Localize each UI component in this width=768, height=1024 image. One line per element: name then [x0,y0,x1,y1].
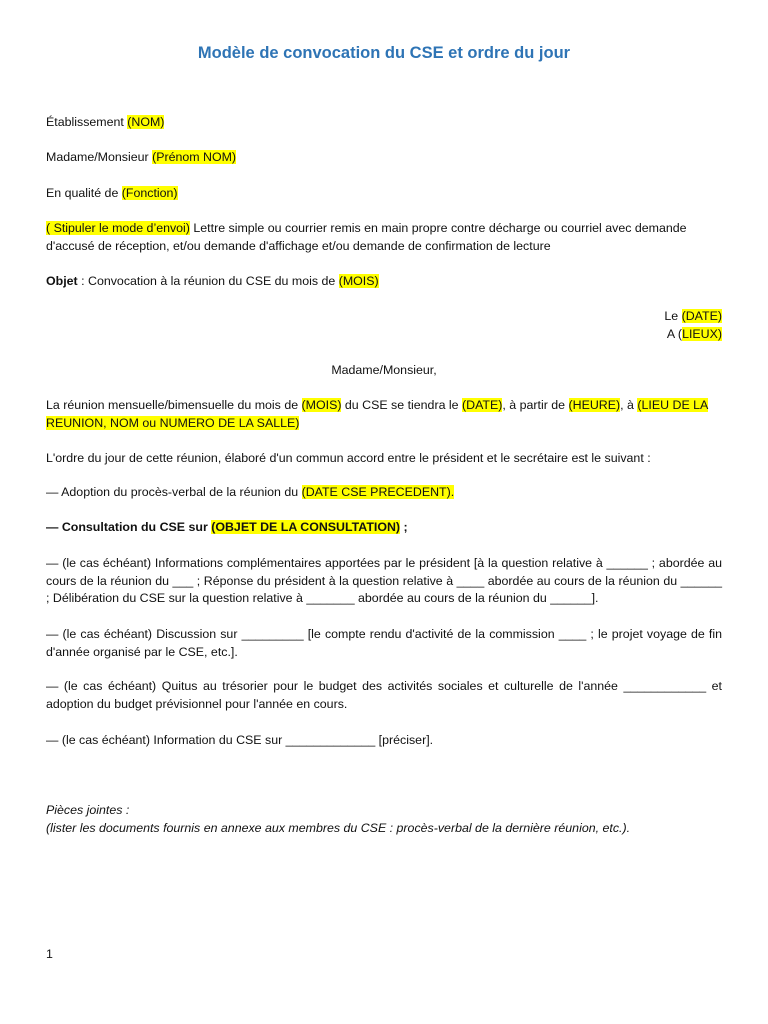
objet-line [46,273,722,291]
page-number: 1 [46,947,53,961]
item-adoption-field: (DATE CSE PRECEDENT). [301,485,455,499]
lieu-line [46,326,722,344]
objet-field: (MOIS) [338,274,379,288]
pieces-jointes-label: Pièces jointes : [46,803,130,817]
destinataire-line [46,149,722,167]
destinataire-label: Madame/Monsieur [46,150,153,164]
item-consultation [46,519,722,537]
item-information: — (le cas échéant) Information du CSE sur _____________ [préciser]. [46,733,434,747]
item-adoption-text: — Adoption du procès-verbal de la réunion du [46,485,302,499]
etablissement-label: Établissement [46,115,128,129]
item-consultation-end: ; [400,520,408,534]
reunion-text-4: , à [620,398,638,412]
reunion-field-mois: (MOIS) [301,398,342,412]
reunion-field-heure: (HEURE) [568,398,621,412]
item-informations: — (le cas échéant) Informations complémentaires apportées par le président [à la question relative à ______ ; abordée au cours de la réunion du ___ ; Réponse du président à la question relative à ____ abordée au cours de la réunion du ______ ; Délibération du CSE sur la question relative à _______ abordée au cours de la réunion du ______]. [46,556,722,605]
item-consultation-field: (OBJET DE LA CONSULTATION) [211,520,401,534]
etablissement-field: (NOM) [127,115,165,129]
reunion-field-date: (DATE) [462,398,503,412]
reunion-text-1: La réunion mensuelle/bimensuelle du mois de [46,398,302,412]
envoi-paragraph [46,220,722,255]
date-field: (DATE) [681,309,722,323]
envoi-text: Lettre simple ou courrier remis en main propre contre décharge ou courriel avec demande d'accusé de réception, et/ou demande d'affichage et/ou demande de confirmation de lecture [46,221,687,253]
reunion-text-2: du CSE se tiendra le [341,398,462,412]
item-consultation-text: — Consultation du CSE sur [46,520,212,534]
date-line [46,308,722,326]
objet-text: : Convocation à la réunion du CSE du mois de [77,274,339,288]
item-quitus: — (le cas échéant) Quitus au trésorier pour le budget des activités sociales et culturelle de l'année ____________ et adoption du budget prévisionnel pour l'année en cours. [46,679,722,711]
destinataire-field: (Prénom NOM) [152,150,237,164]
lieu-field: LIEUX) [682,327,722,341]
reunion-field-lieu: (LIEU DE LA REUNION, NOM ou NUMERO DE LA SALLE) [46,398,709,430]
item-adoption [46,484,722,502]
reunion-text-3: , à partir de [502,398,569,412]
envoi-field: ( Stipuler le mode d’envoi) [46,221,190,235]
qualite-field: (Fonction) [121,186,178,200]
qualite-label: En qualité de [46,186,122,200]
objet-label: Objet [46,274,78,288]
ordre-du-jour-intro: L'ordre du jour de cette réunion, élaboré d'un commun accord entre le président et le secrétaire est le suivant : [46,451,651,465]
lieu-label: A ( [666,327,683,341]
reunion-paragraph [46,397,722,432]
document-title: Modèle de convocation du CSE et ordre du jour [197,44,571,62]
date-label: Le [664,309,682,323]
salutation: Madame/Monsieur, [331,363,437,377]
etablissement-line [46,114,722,132]
pieces-jointes-text: (lister les documents fournis en annexe aux membres du CSE : procès-verbal de la dernière réunion, etc.). [46,821,631,835]
item-discussion: — (le cas échéant) Discussion sur _________ [le compte rendu d'activité de la commission ____ ; le projet voyage de fin d'année organisé par le CSE, etc.]. [46,627,722,659]
qualite-line [46,185,722,203]
